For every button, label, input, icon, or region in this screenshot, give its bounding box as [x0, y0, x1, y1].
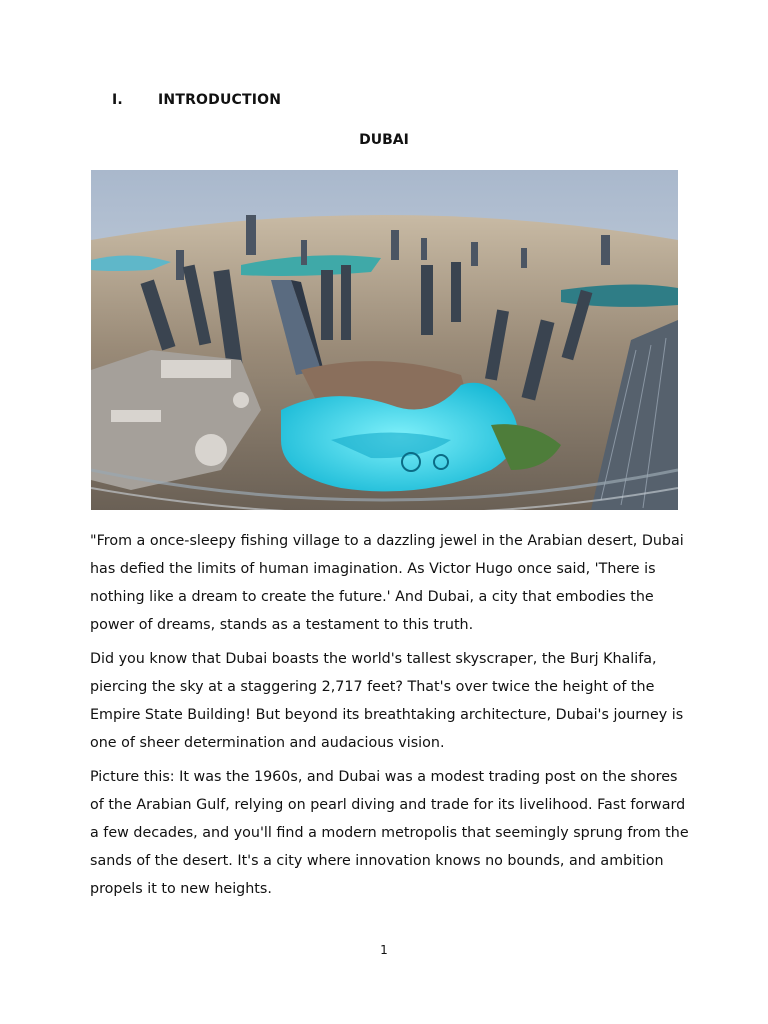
paragraph-2: Did you know that Dubai boasts the world's tallest skyscraper, the Burj Khalifa, piercing the sky at a staggering 2,717 feet? That's over twice the height of the Empire State Building! But beyond its breathtaking architecture, Dubai's journey is one of sheer determination and audacious vision. [90, 651, 684, 751]
section-heading [112, 92, 281, 108]
section-number: I. [112, 92, 123, 108]
section-title: INTRODUCTION [158, 92, 282, 108]
body-text [90, 527, 690, 909]
paragraph-3: Picture this: It was the 1960s, and Dubai was a modest trading post on the shores of the Arabian Gulf, relying on pearl diving and trade for its livelihood. Fast forward a few decades, and you'll find a modern metropolis that seemingly sprung from the sands of the desert. It's a city where innovation knows no bounds, and ambition propels it to new heights. [90, 769, 689, 897]
dubai-aerial-photo [91, 170, 678, 510]
page-number: 1 [380, 943, 388, 957]
paragraph-1: "From a once-sleepy fishing village to a dazzling jewel in the Arabian desert, Dubai has defied the limits of human imagination. As Victor Hugo once said, 'There is nothing like a dream to create the future.' And Dubai, a city that embodies the power of dreams, stands as a testament to this truth. [90, 533, 684, 633]
document-subtitle: DUBAI [359, 132, 409, 148]
